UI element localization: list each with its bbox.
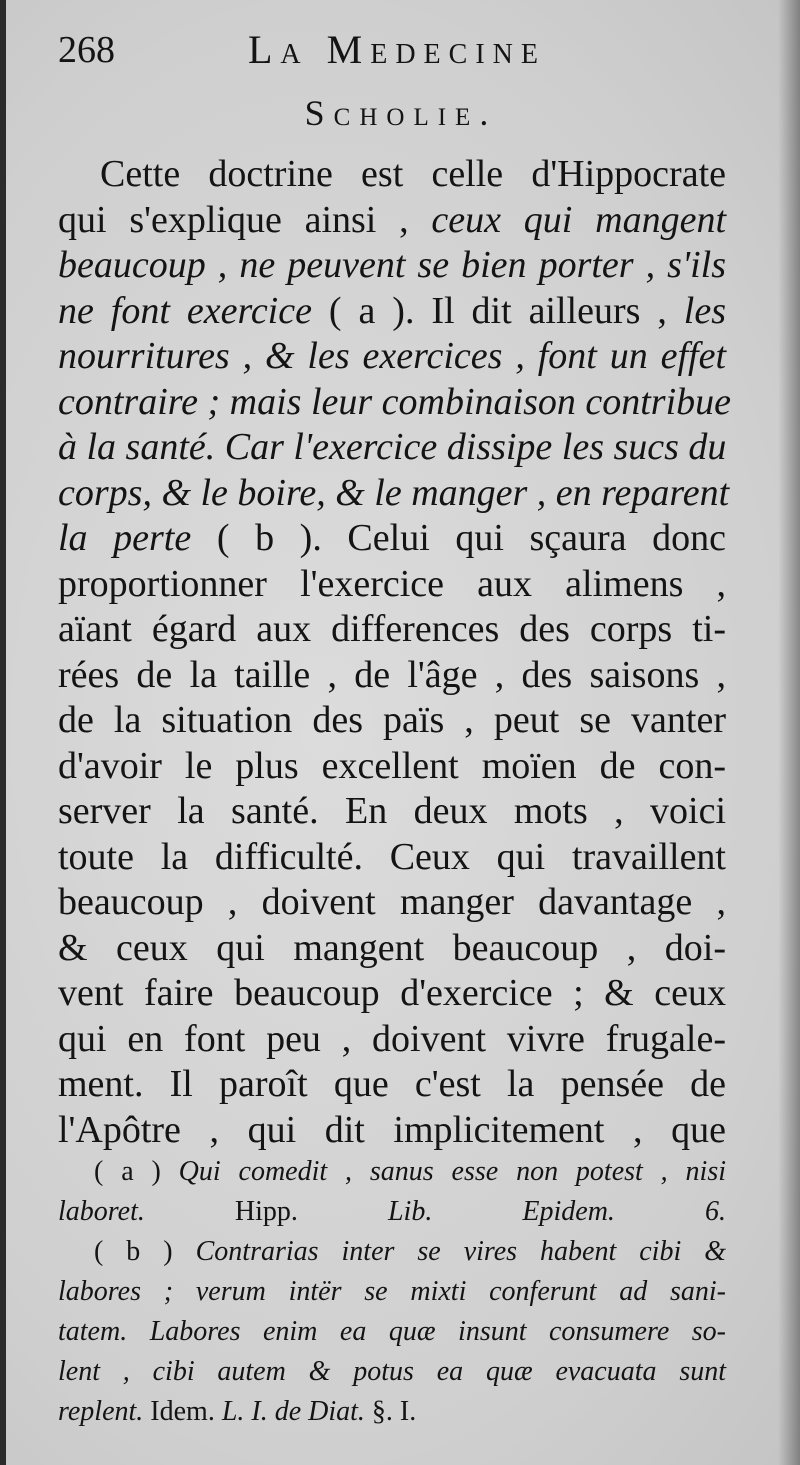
text-run: Cette doctrine est celle d'Hippocrate xyxy=(100,153,726,195)
footnote-line xyxy=(58,1152,726,1192)
text-run: rées de la taille , de l'âge , des saisons , xyxy=(58,653,726,696)
footnote-line xyxy=(58,1232,726,1272)
text-line xyxy=(58,698,726,744)
italic-text-run: L. I. de Diat. xyxy=(221,1396,365,1427)
text-run: d'avoir le plus excellent moïen de con- xyxy=(58,744,726,787)
text-run: §. I. xyxy=(364,1396,417,1427)
text-run: beaucoup , doivent manger davantage , xyxy=(58,881,726,923)
italic-text-run: laboret. xyxy=(58,1196,145,1227)
text-line xyxy=(58,289,726,335)
text-run: ( a ) xyxy=(94,1156,179,1187)
footnotes xyxy=(58,1152,726,1432)
text-run: toute la difficulté. Ceux qui travaillent xyxy=(58,835,726,878)
footnote-line xyxy=(58,1272,726,1312)
text-line xyxy=(58,425,726,471)
text-run: ment. Il paroît que c'est la pensée de xyxy=(58,1063,726,1105)
footnote-line xyxy=(58,1312,726,1352)
text-run: l'Apôtre , qui dit implicitement , que xyxy=(58,1108,726,1151)
italic-text-run: tatem. Labores enim ea quæ insunt consumere so- xyxy=(58,1316,726,1347)
text-line xyxy=(58,1062,726,1108)
body-text xyxy=(58,152,732,1153)
book-page xyxy=(6,0,800,1465)
text-run: proportionner l'exercice aux alimens , xyxy=(58,562,726,605)
running-title: La Medecine xyxy=(248,27,546,72)
text-line xyxy=(58,380,732,426)
italic-text-run: à la santé. Car l'exercice dissipe les sucs du xyxy=(58,426,727,468)
italic-text-run: ne font exercice xyxy=(58,289,312,332)
text-line xyxy=(58,471,730,517)
text-line xyxy=(58,926,726,972)
italic-text-run: contraire ; mais leur combinaison contribue xyxy=(58,380,732,423)
page-gutter-shadow xyxy=(778,0,800,1465)
text-run: aïant égard aux differences des corps ti- xyxy=(58,608,726,650)
italic-text-run: corps, & le boire, & le manger , en reparent xyxy=(58,471,730,514)
text-line xyxy=(58,653,726,699)
italic-text-run: Qui comedit , sanus esse non potest , nisi xyxy=(178,1156,726,1187)
footnote-line xyxy=(58,1352,726,1392)
text-line xyxy=(58,243,726,289)
text-run: ( a ). Il dit ailleurs , xyxy=(311,289,684,332)
section-title: Scholie. xyxy=(304,93,498,133)
text-run: qui s'explique ainsi , xyxy=(58,198,432,241)
italic-text-run: la perte xyxy=(58,517,192,559)
text-line xyxy=(58,835,726,881)
page-header xyxy=(58,26,738,76)
footnote-line xyxy=(58,1192,726,1232)
footnote-line xyxy=(58,1392,726,1432)
text-line xyxy=(58,1017,726,1063)
italic-text-run: nourritures , & les exercices , font un effet xyxy=(58,335,726,377)
text-line xyxy=(58,198,726,244)
italic-text-run: lent , cibi autem & potus ea quæ evacuata sunt xyxy=(58,1356,726,1387)
text-line xyxy=(58,607,726,653)
text-run: & ceux qui mangent beaucoup , doi- xyxy=(58,926,726,969)
italic-text-run: replent. xyxy=(58,1396,144,1427)
text-line xyxy=(58,1108,726,1154)
text-line xyxy=(58,789,726,835)
text-line xyxy=(58,334,726,380)
text-line xyxy=(58,880,726,926)
text-line xyxy=(58,971,726,1017)
italic-text-run: Lib. Epidem. 6. xyxy=(387,1196,726,1227)
page-number: 268 xyxy=(58,29,115,71)
text-run: ( b ) xyxy=(94,1236,196,1267)
italic-text-run: beaucoup , ne peuvent se bien porter , s'ils xyxy=(58,244,726,286)
text-run: qui en font peu , doivent vivre frugale- xyxy=(58,1017,726,1060)
text-run: Idem. xyxy=(143,1396,222,1427)
text-run: de la situation des païs , peut se vanter xyxy=(58,699,726,741)
italic-text-run: ceux qui mangent xyxy=(431,198,726,241)
text-run: server la santé. En deux mots , voici xyxy=(58,790,726,832)
text-line xyxy=(58,744,726,790)
text-line xyxy=(58,516,726,562)
text-line xyxy=(58,152,726,198)
text-run: vent faire beaucoup d'exercice ; & ceux xyxy=(58,972,726,1014)
text-run: ( b ). Celui qui sçaura donc xyxy=(191,517,726,559)
italic-text-run: Contrarias inter se vires habent cibi & xyxy=(195,1236,726,1267)
italic-text-run: les xyxy=(683,289,726,332)
italic-text-run: labores ; verum intër se mixti conferunt ad sani- xyxy=(58,1276,726,1307)
text-line xyxy=(58,562,726,608)
text-run: Hipp. xyxy=(144,1196,388,1227)
